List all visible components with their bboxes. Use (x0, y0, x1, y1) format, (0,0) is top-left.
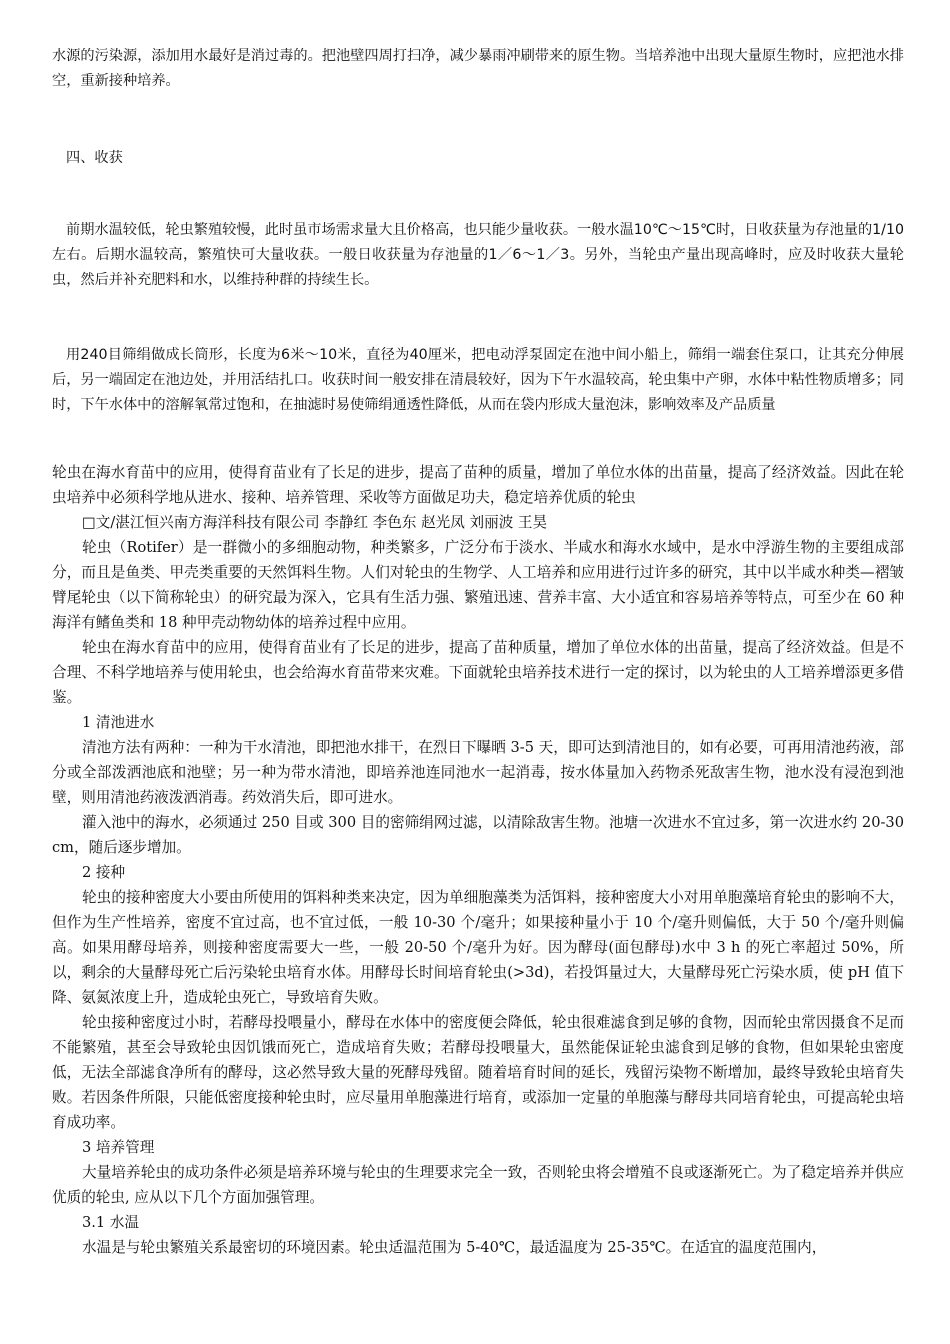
section-heading-harvest: 四、收获 (66, 150, 123, 166)
paragraph-summary: 轮虫在海水育苗中的应用，使得育苗业有了长足的进步，提高了苗种的质量，增加了单位水体的出苗量，提高了经济效益。因此在轮虫培养中必须科学地从进水、接种、培养管理、采收等方面做足功夫，稳定培养优质的轮虫 (52, 464, 904, 506)
paragraph-rotifer-intro: 轮虫（Rotifer）是一群微小的多细胞动物，种类繁多，广泛分布于淡水、半咸水和海水水域中，是水中浮游生物的主要组成部分，而且是鱼类、甲壳类重要的天然饵料生物。人们对轮虫的生物学、人工培养和应用进行过许多的研究，其中以半咸水种类—褶皱臂尾轮虫（以下简称轮虫）的研究最为深入，它具有生活力强、繁殖迅速、营养丰富、大小适宜和容易培养等特点，可至少在 60 种海洋有鳍鱼类和 18 种甲壳动物幼体的培养过程中应用。 (52, 539, 904, 631)
paragraph-water-source: 水源的污染源，添加用水最好是消过毒的。把池壁四周打扫净，减少暴雨冲刷带来的原生物。当培养池中出现大量原生物时，应把池水排空，重新接种培养。 (52, 48, 904, 89)
section-heading-water-temperature: 3.1 水温 (82, 1214, 140, 1231)
paragraph-water-temperature: 水温是与轮虫繁殖关系最密切的环境因素。轮虫适温范围为 5-40℃，最适温度为 25-35℃。在适宜的温度范围内， (82, 1239, 827, 1256)
paragraph-cleaning-methods: 清池方法有两种：一种为干水清池，即把池水排干，在烈日下曝晒 3-5 天，即可达到清池目的，如有必要，可再用清池药液，部分或全部泼洒池底和池壁；另一种为带水清池，即培养池连同池水一起消毒，按水体量加入药物杀死敌害生物，池水没有浸泡到池壁，则用清池药液泼洒消毒。药效消失后，即可进水。 (52, 739, 904, 806)
paragraph-harvest-timing: 前期水温较低，轮虫繁殖较慢，此时虽市场需求量大且价格高，也只能少量收获。一般水温10℃～15℃时，日收获量为存池量的1/10左右。后期水温较高，繁殖快可大量收获。一般日收获量为存池量的1／6～1／3。另外，当轮虫产量出现高峰时，应及时收获大量轮虫，然后并补充肥料和水，以维持种群的持续生长。 (52, 222, 904, 288)
paragraph-harvest-method: 用240目筛绢做成长筒形，长度为6米～10米，直径为40厘米，把电动浮泵固定在池中间小船上，筛绢一端套住泵口，让其充分伸展后，另一端固定在池边处，并用活结扎口。收获时间一般安排在清晨较好，因为下午水温较高，轮虫集中产卵，水体中粘性物质增多；同时，下午水体中的溶解氧常过饱和，在抽滤时易使筛绢通透性降低，从而在袋内形成大量泡沫，影响效率及产品质量 (52, 347, 904, 413)
document-page (52, 44, 904, 1260)
section-heading-inoculation: 2 接种 (82, 864, 126, 881)
section-heading-pond-cleaning: 1 清池进水 (82, 714, 155, 731)
paragraph-rotifer-application: 轮虫在海水育苗中的应用，使得育苗业有了长足的进步，提高了苗种质量，增加了单位水体的出苗量，提高了经济效益。但是不合理、不科学地培养与使用轮虫，也会给海水育苗带来灾难。下面就轮虫培养技术进行一定的探讨，以为轮虫的人工培养增添更多借鉴。 (52, 639, 904, 706)
paragraph-low-density: 轮虫接种密度过小时，若酵母投喂量小，酵母在水体中的密度便会降低，轮虫很难滤食到足够的食物，因而轮虫常因摄食不足而不能繁殖，甚至会导致轮虫因饥饿而死亡，造成培育失败；若酵母投喂量大，虽然能保证轮虫滤食到足够的食物，但如果轮虫密度低，无法全部滤食净所有的酵母，这必然导致大量的死酵母残留。随着培育时间的延长，残留污染物不断增加，最终导致轮虫培育失败。若因条件所限，只能低密度接种轮虫时，应尽量用单胞藻进行培育，或添加一定量的单胞藻与酵母共同培育轮虫，可提高轮虫培育成功率。 (52, 1014, 904, 1131)
paragraph-water-filtering: 灌入池中的海水，必须通过 250 目或 300 目的密筛绢网过滤，以清除敌害生物。池塘一次进水不宜过多，第一次进水约 20-30 cm，随后逐步增加。 (52, 814, 904, 856)
paragraph-inoculation-density: 轮虫的接种密度大小要由所使用的饵料种类来决定，因为单细胞藻类为活饵料，接种密度大小对用单胞藻培育轮虫的影响不大，但作为生产性培养，密度不宜过高，也不宜过低，一般 10-30 个/毫升；如果接种量小于 10 个/毫升则偏低，大于 50 个/毫升则偏高。如果用酵母培养，则接种密度需要大一些，一般 20-50 个/毫升为好。因为酵母(面包酵母)水中 3 h 的死亡率超过 50%，所以，剩余的大量酵母死亡后污染轮虫培育水体。用酵母长时间培育轮虫(>3d)，若投饵量过大，大量酵母死亡污染水质，使 pH 值下降、氨氮浓度上升，造成轮虫死亡，导致培育失败。 (52, 889, 904, 1006)
paragraph-management: 大量培养轮虫的成功条件必须是培养环境与轮虫的生理要求完全一致，否则轮虫将会增殖不良或逐渐死亡。为了稳定培养并供应优质的轮虫, 应从以下几个方面加强管理。 (52, 1164, 904, 1206)
section-heading-management: 3 培养管理 (82, 1139, 155, 1156)
byline: □文/湛江恒兴南方海洋科技有限公司 李静红 李色东 赵光凤 刘丽波 王昊 (82, 514, 548, 531)
